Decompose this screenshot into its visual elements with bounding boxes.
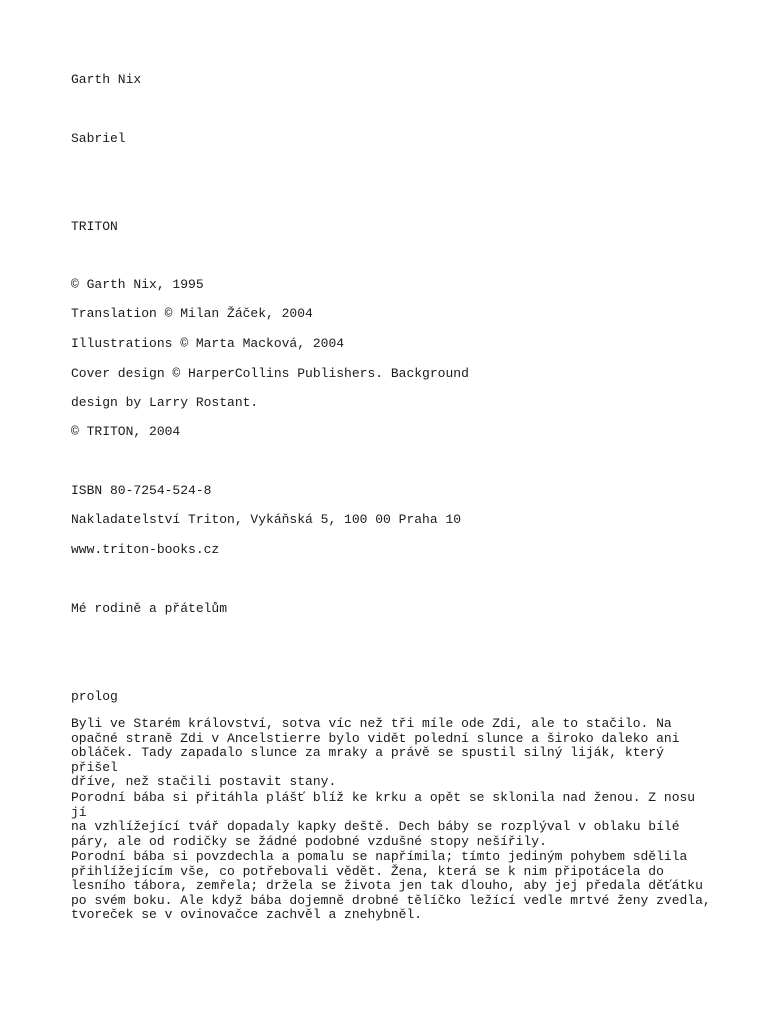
book-title: Sabriel: [71, 131, 126, 146]
copyright-author: © Garth Nix, 1995: [71, 277, 204, 292]
chapter-heading: prolog: [71, 689, 118, 704]
translation-credit: Translation © Milan Žáček, 2004: [71, 306, 313, 321]
paragraph: Porodní bába si povzdechla a pomalu se napřímila; tímto jediným pohybem sdělila přihlížejícím vše, co potřebovali vědět. Žena, která se k nim připotácela do lesního tábora, zemřela; držela se života jen tak dlouho, aby jej předala děťátku po svém boku. Ale když bába dojemně drobné tělíčko ležící vedle mrtvé ženy zvedla, tvoreček se v ovinovačce zachvěl a znehybněl.: [71, 849, 711, 923]
cover-design-credit-cont: design by Larry Rostant.: [71, 395, 259, 410]
paragraph: Porodní bába si přitáhla plášť blíž ke krku a opět se sklonila nad ženou. Z nosu jí na vzhlížející tvář dopadaly kapky deště. Dech báby se rozplýval v oblaku bílé páry, ale od rodičky se žádné podobné vzdušné stopy nešířily.: [71, 790, 696, 849]
publisher-name: TRITON: [71, 219, 118, 234]
cover-design-credit: Cover design © HarperCollins Publishers. Background: [71, 366, 469, 381]
paragraph: Byli ve Starém království, sotva víc než tři míle ode Zdi, ale to stačilo. Na opačné straně Zdi v Ancelstierre bylo vidět polední slunce a široko daleko ani obláček. Tady zapadalo slunce za mraky a právě se spustil silný liják, který přišel dříve, než stačili postavit stany.: [71, 716, 680, 790]
copyright-publisher: © TRITON, 2004: [71, 424, 181, 439]
isbn: ISBN 80-7254-524-8: [71, 483, 212, 498]
illustrations-credit: Illustrations © Marta Macková, 2004: [71, 336, 345, 351]
author-name: Garth Nix: [71, 72, 142, 87]
publisher-website: www.triton-books.cz: [71, 542, 220, 557]
publisher-address: Nakladatelství Triton, Vykáňská 5, 100 00 Praha 10: [71, 512, 462, 527]
dedication: Mé rodině a přátelům: [71, 601, 228, 616]
